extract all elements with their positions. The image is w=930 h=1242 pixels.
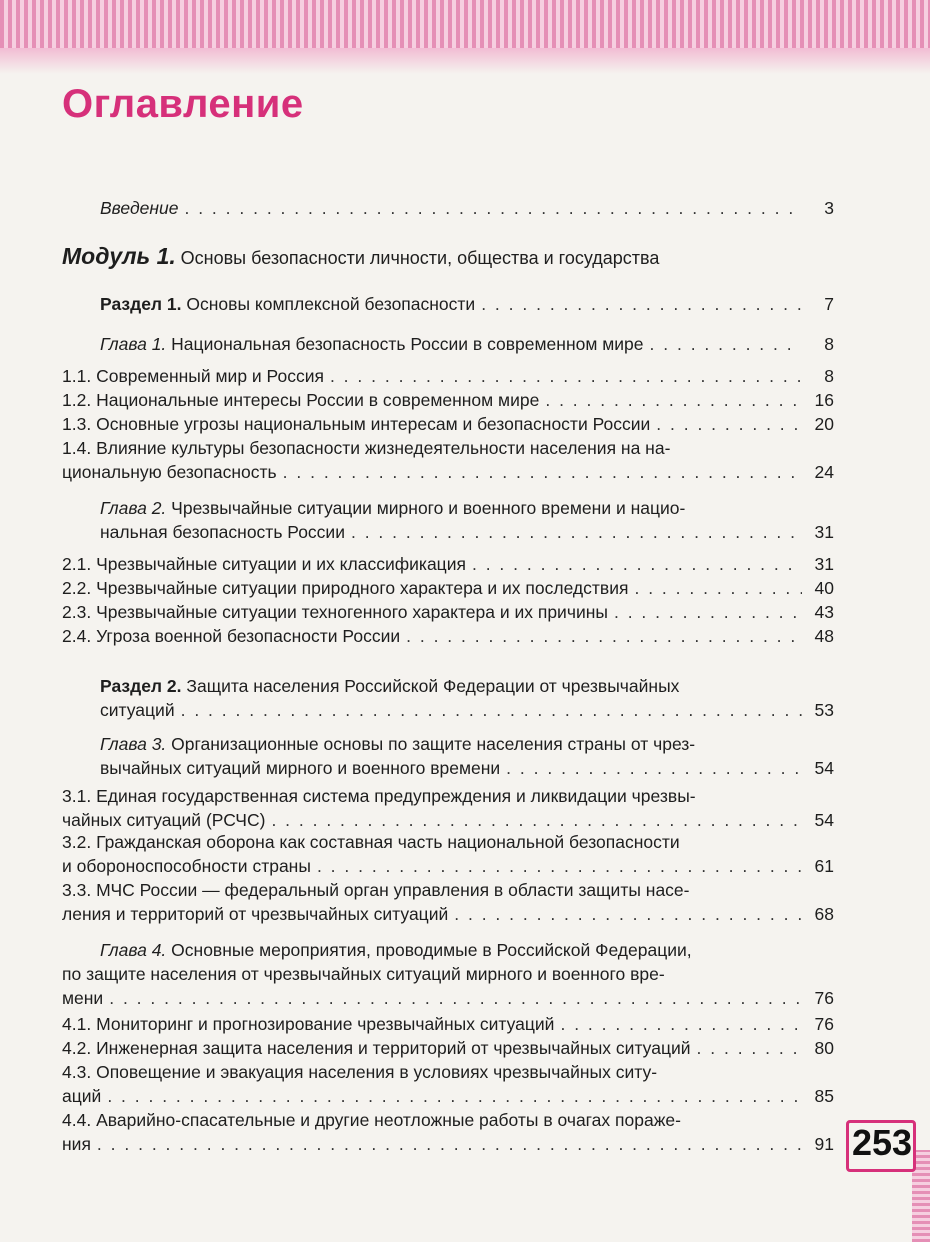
item-text: Современный мир и Россия [96, 366, 324, 386]
chapter-title-continued: по защите населения от чрезвычайных ситуаций мирного и военного вре- [62, 964, 665, 984]
module-label: Модуль 1. [62, 244, 176, 269]
item-number: 2.2. [62, 578, 92, 598]
item-text: Оповещение и эвакуация населения в условиях чрезвычайных ситу- [96, 1062, 658, 1082]
intro-label: Введение [100, 198, 179, 218]
toc-item[interactable] [62, 1060, 834, 1108]
toc-item[interactable] [62, 1108, 834, 1156]
chapter-title-continued: нальная безопасность России [100, 522, 345, 542]
item-text-continued: и обороноспособности страны [62, 856, 311, 876]
item-number: 2.4. [62, 626, 92, 646]
item-number: 2.3. [62, 602, 92, 622]
item-text-continued: циональную безопасность [62, 462, 277, 482]
toc-section-1[interactable] [100, 292, 834, 316]
section-label: Раздел 1. [100, 294, 182, 314]
page-title: Оглавление [62, 82, 304, 126]
page-number: 253 [852, 1122, 913, 1163]
toc-item[interactable] [62, 388, 834, 412]
page-ref: 85 [814, 1086, 834, 1106]
item-text: Основные угрозы национальным интересам и безопасности России [96, 414, 651, 434]
toc-item[interactable] [62, 878, 834, 926]
item-number: 1.2. [62, 390, 92, 410]
chapter-title: Организационные основы по защите населения страны от чрез- [171, 734, 696, 754]
toc-item[interactable] [62, 412, 834, 436]
module-title: Основы безопасности личности, общества и государства [180, 248, 660, 268]
item-number: 1.3. [62, 414, 92, 434]
item-number: 3.2. [62, 832, 92, 852]
page-ref: 68 [814, 904, 834, 924]
item-text: Влияние культуры безопасности жизнедеятельности населения на на- [96, 438, 671, 458]
page-ref: 91 [814, 1134, 834, 1154]
page-ref: 3 [824, 198, 834, 218]
toc-chapter-3[interactable] [100, 732, 834, 780]
item-number: 4.4. [62, 1110, 92, 1130]
toc-chapter-1[interactable] [100, 332, 834, 356]
page-ref: 54 [814, 810, 834, 830]
page-ref: 7 [824, 294, 834, 314]
page-ref: 80 [814, 1038, 834, 1058]
toc-item[interactable] [62, 436, 834, 484]
page-ref: 76 [814, 988, 834, 1008]
toc-chapter-2[interactable] [100, 496, 834, 544]
page-ref: 20 [814, 414, 834, 434]
chapter-title-continued: мени [62, 988, 104, 1008]
toc-module-1[interactable] [62, 244, 834, 270]
toc-chapter-4-continued[interactable] [62, 962, 834, 1010]
page-ref: 53 [814, 700, 834, 720]
chapter-label: Глава 1. [100, 334, 167, 354]
toc-item[interactable] [62, 784, 834, 832]
toc-item[interactable] [62, 1036, 834, 1060]
item-text: Чрезвычайные ситуации техногенного характера и их причины [96, 602, 608, 622]
page-ref: 40 [814, 578, 834, 598]
item-text: Национальные интересы России в современном мире [96, 390, 540, 410]
item-text: Инженерная защита населения и территорий от чрезвычайных ситуаций [96, 1038, 691, 1058]
section-label: Раздел 2. [100, 676, 182, 696]
page-ref: 8 [824, 366, 834, 386]
item-number: 4.2. [62, 1038, 92, 1058]
toc-item[interactable] [62, 576, 834, 600]
item-text-continued: аций [62, 1086, 102, 1106]
chapter-label: Глава 3. [100, 734, 167, 754]
item-number: 1.1. [62, 366, 92, 386]
item-text: Мониторинг и прогнозирование чрезвычайных ситуаций [96, 1014, 555, 1034]
toc-chapter-4[interactable] [100, 938, 834, 962]
item-text: Аварийно-спасательные и другие неотложные работы в очагах пораже- [96, 1110, 681, 1130]
toc-item[interactable] [62, 364, 834, 388]
page-ref: 24 [814, 462, 834, 482]
toc-entry-intro[interactable] [100, 196, 834, 220]
page-ref: 16 [814, 390, 834, 410]
item-number: 4.1. [62, 1014, 92, 1034]
item-text: МЧС России — федеральный орган управления в области защиты насе- [96, 880, 690, 900]
toc-item[interactable] [62, 1012, 834, 1036]
item-text-continued: чайных ситуаций (РСЧС) [62, 810, 266, 830]
toc-item[interactable] [62, 600, 834, 624]
item-text: Гражданская оборона как составная часть национальной безопасности [96, 832, 680, 852]
item-number: 2.1. [62, 554, 92, 574]
item-text: Единая государственная система предупреждения и ликвидации чрезвы- [96, 786, 696, 806]
item-number: 3.1. [62, 786, 92, 806]
item-number: 4.3. [62, 1062, 92, 1082]
chapter-label: Глава 4. [100, 940, 167, 960]
section-title: Защита населения Российской Федерации от чрезвычайных [186, 676, 680, 696]
page-ref: 43 [814, 602, 834, 622]
page-ref: 61 [814, 856, 834, 876]
item-text: Чрезвычайные ситуации и их классификация [96, 554, 466, 574]
item-text: Угроза военной безопасности России [96, 626, 401, 646]
toc-item[interactable] [62, 552, 834, 576]
section-title: Основы комплексной безопасности [186, 294, 476, 314]
page-ref: 76 [814, 1014, 834, 1034]
chapter-title: Основные мероприятия, проводимые в Российской Федерации, [171, 940, 692, 960]
item-text-continued: ния [62, 1134, 91, 1154]
toc-item[interactable] [62, 624, 834, 648]
page-ref: 31 [814, 522, 834, 542]
chapter-title: Чрезвычайные ситуации мирного и военного времени и нацио- [171, 498, 686, 518]
page-ref: 8 [824, 334, 834, 354]
chapter-label: Глава 2. [100, 498, 167, 518]
page-ref: 31 [814, 554, 834, 574]
item-number: 3.3. [62, 880, 92, 900]
page-ref: 48 [814, 626, 834, 646]
item-text-continued: ления и территорий от чрезвычайных ситуаций [62, 904, 449, 924]
toc-item[interactable] [62, 830, 834, 878]
page-ref: 54 [814, 758, 834, 778]
item-text: Чрезвычайные ситуации природного характера и их последствия [96, 578, 629, 598]
section-title-continued: ситуаций [100, 700, 175, 720]
toc-section-2[interactable] [100, 674, 834, 722]
item-number: 1.4. [62, 438, 92, 458]
chapter-title: Национальная безопасность России в современном мире [171, 334, 644, 354]
chapter-title-continued: вычайных ситуаций мирного и военного времени [100, 758, 501, 778]
